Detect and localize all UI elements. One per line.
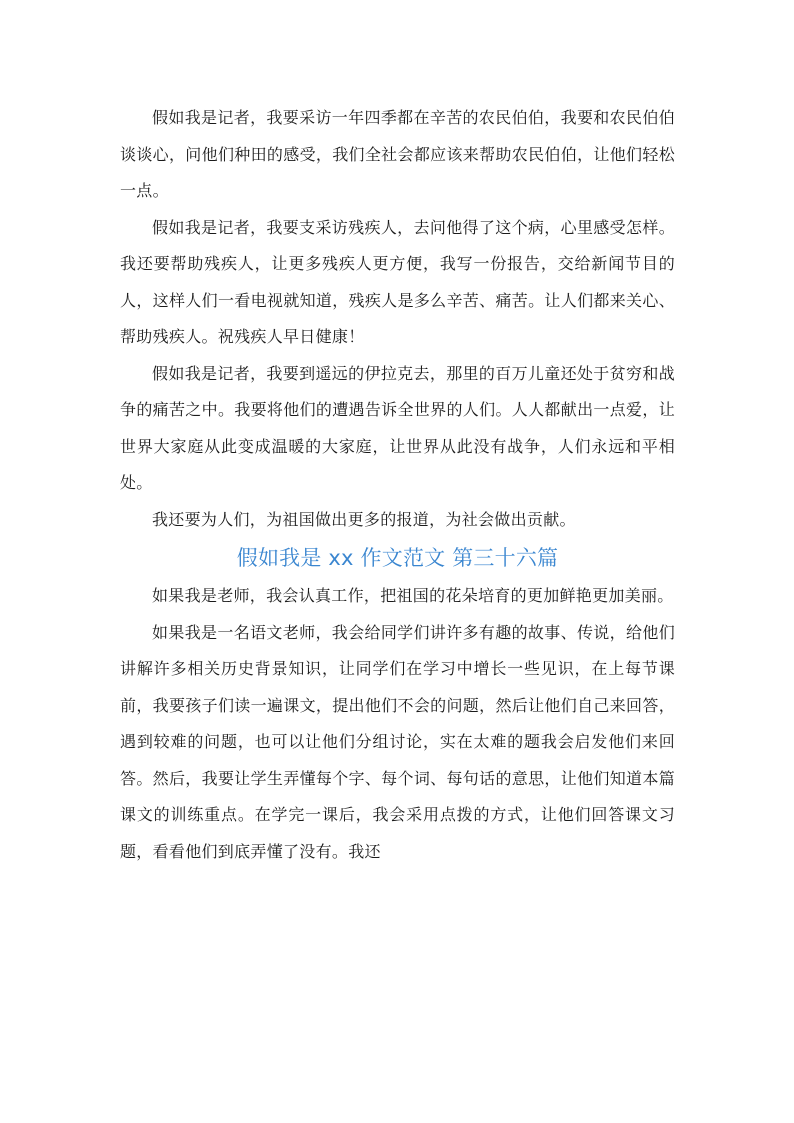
paragraph-reporter-disabled: 假如我是记者，我要支采访残疾人，去问他得了这个病，心里感受怎样。我还要帮助残疾人，让更多残疾人更方便，我写一份报告，交给新闻节目的人，这样人们一看电视就知道，残疾人是多么辛苦、痛苦。让人们都来关心、帮助残疾人。祝残疾人早日健康！: [120, 217, 675, 346]
paragraph-reporter-farmers: 假如我是记者，我要采访一年四季都在辛苦的农民伯伯，我要和农民伯伯谈谈心，问他们种田的感受，我们全社会都应该来帮助农民伯伯，让他们轻松一点。: [120, 108, 675, 200]
document-page: [120, 100, 675, 870]
paragraph-teacher-chinese: 如果我是一名语文老师，我会给同学们讲许多有趣的故事、传说，给他们讲解许多相关历史背景知识，让同学们在学习中增长一些见识，在上每节课前，我要孩子们读一遍课文，提出他们不会的问题，然后让他们自己来回答，遇到较难的问题，也可以让他们分组讨论，实在太难的题我会启发他们来回答。然后，我要让学生弄懂每个字、每个词、每句话的意思，让他们知道本篇课文的训练重点。在学完一课后，我会采用点拨的方式，让他们回答课文习题，看看他们到底弄懂了没有。我还: [120, 622, 675, 861]
paragraph-reporter-iraq: 假如我是记者，我要到遥远的伊拉克去，那里的百万儿童还处于贫穷和战争的痛苦之中。我要将他们的遭遇告诉全世界的人们。人人都献出一点爱，让世界大家庭从此变成温暖的大家庭，让世界从此没有战争，人们永远和平相处。: [120, 363, 675, 492]
paragraph-teacher-intro: 如果我是老师，我会认真工作，把祖国的花朵培育的更加鲜艳更加美丽。: [152, 586, 674, 605]
paragraph-reporter-conclusion: 我还要为人们，为祖国做出更多的报道，为社会做出贡献。: [152, 509, 576, 529]
section-heading: 假如我是 xx 作文范文 第三十六篇: [236, 546, 559, 570]
